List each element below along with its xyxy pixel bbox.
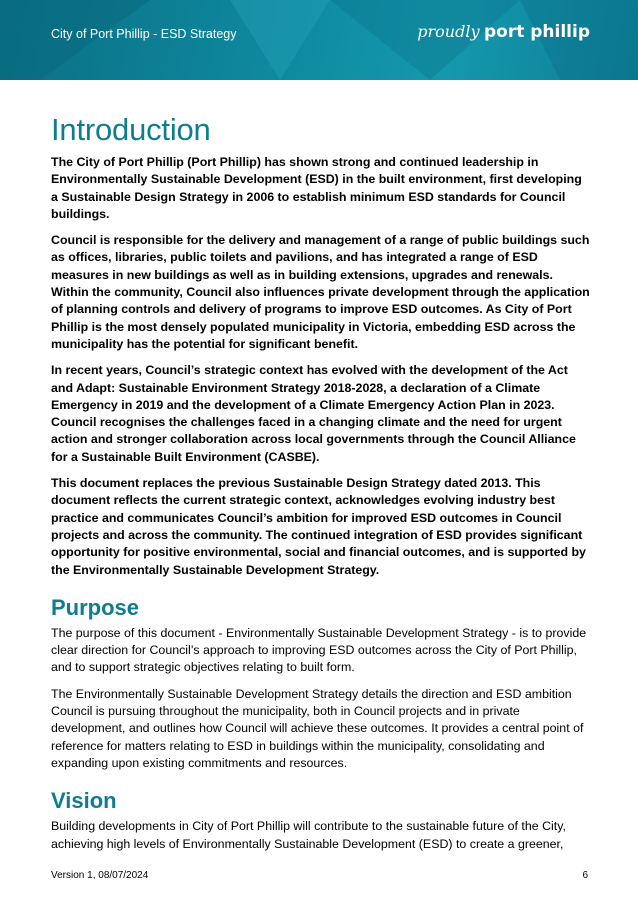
footer-version: Version 1, 08/07/2024 — [51, 870, 149, 881]
document-title: City of Port Phillip - ESD Strategy — [51, 27, 237, 41]
purpose-paragraph-2: The Environmentally Sustainable Development Strategy details the direction and ESD ambition Council is pursuing throughout the municipality, both in Council projects and in private development, and outlines how Council will achieve these outcomes. It provides a central point of reference for matters relating to ESD in buildings within the municipality, consolidating and expanding upon existing commitments and resources. — [51, 686, 584, 770]
intro-paragraph-2: Council is responsible for the delivery and management of a range of public buildings such as offices, libraries, public toilets and pavilions, and has integrated a range of ESD measures in new buildings as well as in building extensions, upgrades and renewals. Within the community, Council also influences private development through the application of planning controls and delivery of programs to improve ESD outcomes. As City of Port Phillip is the most densely populated municipality in Victoria, embedding ESD across the municipality has the potential for significant benefit. — [51, 233, 590, 351]
logo-script-text: proudly — [417, 22, 480, 41]
page-content — [51, 112, 591, 862]
purpose-section — [51, 595, 591, 772]
vision-heading: Vision — [51, 788, 117, 814]
intro-paragraph-4: This document replaces the previous Sustainable Design Strategy dated 2013. This document reflects the current strategic context, acknowledges evolving industry best practice and communicates Council’s ambition for improved ESD outcomes in Council projects and across the community. The continued integration of ESD provides significant opportunity for positive environmental, social and financial outcomes, and is supported by the Environmentally Sustainable Development Strategy. — [51, 476, 586, 577]
intro-paragraph-1: The City of Port Phillip (Port Phillip) has shown strong and continued leadership in Environmentally Sustainable Development (ESD) in the built environment, first developing a Sustainable Design Strategy in 2006 to establish minimum ESD standards for Council buildings. — [51, 155, 582, 221]
vision-section — [51, 788, 591, 853]
logo-bold-text: port phillip — [483, 22, 590, 42]
footer-page-number: 6 — [582, 870, 588, 881]
page-header — [0, 0, 638, 80]
vision-paragraph-1: Building developments in City of Port Phillip will contribute to the sustainable future of the City, achieving high levels of Environmentally Sustainable Development (ESD) to create a greener, — [51, 819, 566, 851]
port-phillip-logo — [417, 22, 590, 42]
purpose-paragraph-1: The purpose of this document - Environmentally Sustainable Development Strategy - is to provide clear direction for Council’s approach to improving ESD outcomes across the City of Port Phillip, and to support strategic objectives relating to built form. — [51, 625, 587, 675]
intro-paragraph-3: In recent years, Council’s strategic context has evolved with the development of the Act and Adapt: Sustainable Environment Strategy 2018-2028, a declaration of a Climate Emergency in 2019 and the development of a Climate Emergency Action Plan in 2023. Council recognises the challenges faced in a changing climate and the need for urgent action and stronger collaboration across local governments through the Council Alliance for a Sustainable Built Environment (CASBE). — [51, 363, 576, 464]
purpose-heading: Purpose — [51, 594, 140, 620]
introduction-heading: Introduction — [51, 112, 211, 147]
